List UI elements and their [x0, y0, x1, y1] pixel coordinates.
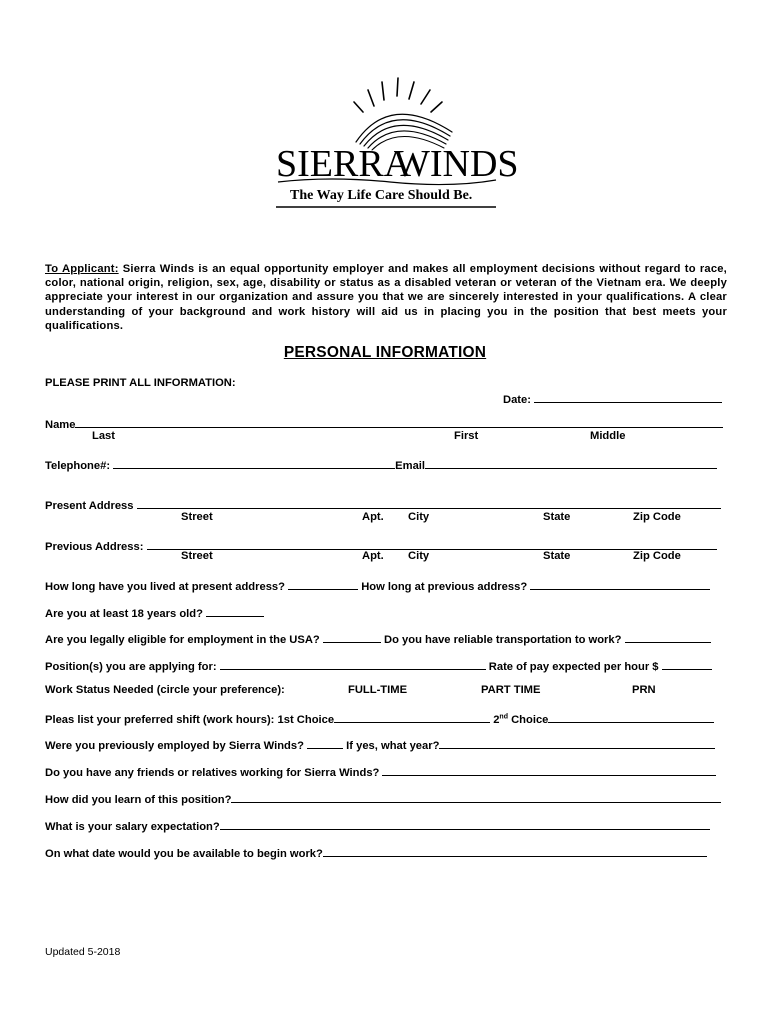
- shift-label: Pleas list your preferred shift (work hours): 1st Choice: [45, 714, 335, 726]
- previous-street-label: Street: [181, 550, 213, 562]
- previous-address-field[interactable]: [147, 538, 717, 550]
- age-row: [45, 605, 264, 620]
- present-address-label: Present Address: [45, 500, 134, 512]
- second-choice-number: 2: [493, 714, 500, 726]
- work-status-label: Work Status Needed (circle your preference):: [45, 684, 285, 696]
- tagline-text: The Way Life Care Should Be.: [290, 188, 473, 203]
- telephone-field[interactable]: [113, 457, 395, 469]
- transport-field[interactable]: [625, 631, 711, 643]
- prn-option[interactable]: PRN: [632, 684, 656, 696]
- rate-label: Rate of pay expected per hour $: [488, 661, 659, 673]
- prev-employed-row: [45, 737, 715, 752]
- email-label: Email: [395, 460, 426, 472]
- name-field[interactable]: [75, 416, 723, 428]
- name-label: Name: [45, 419, 76, 431]
- prev-employed-label: Were you previously employed by Sierra Winds?: [45, 740, 304, 752]
- prev-employed-field[interactable]: [307, 737, 343, 749]
- print-note: PLEASE PRINT ALL INFORMATION:: [45, 377, 236, 389]
- telephone-row: [45, 457, 717, 472]
- how-long-row: [45, 578, 710, 593]
- part-time-option[interactable]: PART TIME: [481, 684, 541, 696]
- salary-row: [45, 818, 710, 833]
- learn-row: [45, 791, 721, 806]
- date-field[interactable]: [534, 391, 722, 403]
- position-row: [45, 658, 712, 673]
- present-street-label: Street: [181, 511, 213, 523]
- notice-lead: To Applicant:: [45, 263, 119, 275]
- eligible-field[interactable]: [323, 631, 381, 643]
- positions-field[interactable]: [220, 658, 486, 670]
- applicant-notice: [45, 262, 727, 333]
- second-choice-field[interactable]: [548, 711, 714, 723]
- brand-left-text: SIERRA: [276, 143, 412, 185]
- eligibility-row: [45, 631, 711, 646]
- present-city-label: City: [408, 511, 430, 523]
- learn-label: How did you learn of this position?: [45, 794, 232, 806]
- shift-row: [45, 711, 714, 726]
- date-label: Date:: [503, 394, 531, 406]
- available-field[interactable]: [323, 845, 707, 857]
- previous-apt-label: Apt.: [362, 550, 384, 562]
- positions-label: Position(s) you are applying for:: [45, 661, 217, 673]
- name-middle-label: Middle: [590, 430, 626, 442]
- updated-note: Updated 5-2018: [45, 946, 121, 958]
- how-long-previous-label: How long at previous address?: [361, 581, 528, 593]
- full-time-option[interactable]: FULL-TIME: [348, 684, 408, 696]
- sierra-winds-logo: [270, 72, 519, 212]
- name-first-label: First: [454, 430, 479, 442]
- transport-label: Do you have reliable transportation to work?: [384, 634, 622, 646]
- present-address-row: [45, 497, 721, 512]
- friends-field[interactable]: [382, 764, 716, 776]
- how-long-present-field[interactable]: [288, 578, 358, 590]
- available-label: On what date would you be available to begin work?: [45, 848, 323, 860]
- sunrise-logo-icon: [270, 72, 519, 212]
- salary-label: What is your salary expectation?: [45, 821, 220, 833]
- email-field[interactable]: [425, 457, 717, 469]
- learn-field[interactable]: [231, 791, 721, 803]
- if-yes-label: If yes, what year?: [346, 740, 440, 752]
- date-row: [503, 391, 722, 406]
- if-yes-field[interactable]: [439, 737, 715, 749]
- rate-field[interactable]: [662, 658, 712, 670]
- previous-state-label: State: [543, 550, 571, 562]
- previous-city-label: City: [408, 550, 430, 562]
- age-field[interactable]: [206, 605, 264, 617]
- friends-label: Do you have any friends or relatives working for Sierra Winds?: [45, 767, 380, 779]
- how-long-previous-field[interactable]: [530, 578, 710, 590]
- available-row: [45, 845, 707, 860]
- friends-row: [45, 764, 716, 779]
- second-choice-suffix: nd: [499, 713, 508, 721]
- previous-address-label: Previous Address:: [45, 541, 144, 553]
- present-zip-label: Zip Code: [633, 511, 681, 523]
- notice-text: Sierra Winds is an equal opportunity employer and makes all employment decisions without regard to race, color, national origin, religion, sex, age, disability or status as a disabled veteran or veteran of the Vietnam era. We deeply appreciate your interest in our organization and assure you that we are sincerely interested in your qualifications. A clear understanding of your background and work history will aid us in placing you in the position that best meets your qualifications.: [45, 263, 727, 332]
- second-choice-label: Choice: [507, 714, 549, 726]
- eligible-label: Are you legally eligible for employment in the USA?: [45, 634, 320, 646]
- name-last-label: Last: [92, 430, 116, 442]
- section-heading: PERSONAL INFORMATION: [283, 344, 487, 361]
- present-apt-label: Apt.: [362, 511, 384, 523]
- brand-right-text: WINDS: [394, 143, 519, 185]
- present-address-field[interactable]: [137, 497, 721, 509]
- previous-zip-label: Zip Code: [633, 550, 681, 562]
- first-choice-field[interactable]: [334, 711, 490, 723]
- name-row: [45, 416, 723, 431]
- telephone-label: Telephone#:: [45, 460, 111, 472]
- age-label: Are you at least 18 years old?: [45, 608, 203, 620]
- present-state-label: State: [543, 511, 571, 523]
- how-long-present-label: How long have you lived at present address?: [45, 581, 285, 593]
- salary-field[interactable]: [220, 818, 710, 830]
